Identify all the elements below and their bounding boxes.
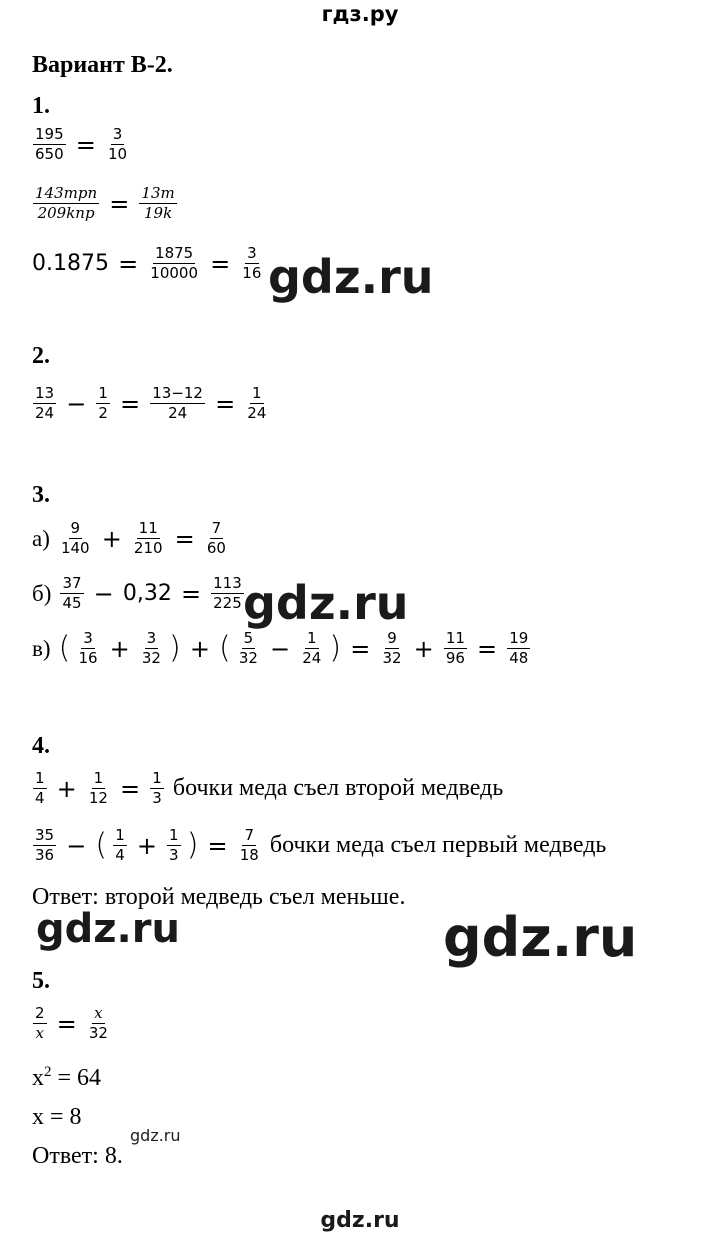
task-3-number: 3. <box>32 482 50 508</box>
fraction: $\frac{13m}{19k}$ <box>141 184 175 222</box>
fraction: $\frac{19}{48}$ <box>509 629 529 667</box>
fraction: $\frac{9}{140}$ <box>60 519 90 557</box>
fraction: $\frac{\text{143mpn}}{\text{209knp}}$ <box>35 184 98 222</box>
fraction: $\frac{11}{96}$ <box>445 629 465 667</box>
fraction: $\frac{3}{10}$ <box>107 125 128 163</box>
fraction: $\frac{2}{x}$ <box>35 1004 45 1042</box>
watermark: gdz.ru <box>243 576 409 630</box>
variant-title: Вариант В-2. <box>32 52 173 78</box>
task-4-line-1: $\frac{1}{4}$ + $\frac{1}{12}$ = $\frac{1}{3}$ бочки меда съел второй медведь <box>35 769 504 807</box>
fraction: $\frac{13-12}{24}$ <box>152 384 203 422</box>
fraction: $\frac{1}{4}$ <box>115 826 125 864</box>
fraction: $\frac{3}{16}$ <box>242 244 262 282</box>
task-1-line-1: $\frac{195}{650}$ = $\frac{3}{10}$ <box>35 125 128 163</box>
fraction: $\frac{1}{2}$ <box>98 384 108 422</box>
fraction: $\frac{195}{650}$ <box>35 125 64 163</box>
watermark: gdz.ru <box>268 250 434 304</box>
watermark: gdz.ru <box>443 906 638 969</box>
site-header: гдз.ру <box>321 2 399 26</box>
fraction: $\frac{7}{18}$ <box>239 826 259 864</box>
task-4-answer: Ответ: второй медведь съел меньше. <box>32 884 406 910</box>
task-2-number: 2. <box>32 343 50 369</box>
task-1-line-2: $\frac{\text{143mpn}}{\text{209knp}}$ = $\frac{13m}{19k}$ <box>35 184 175 222</box>
fraction: $\frac{1}{4}$ <box>35 769 45 807</box>
task-5-number: 5. <box>32 968 50 994</box>
fraction: $\frac{9}{32}$ <box>382 629 402 667</box>
footer-watermark: gdz.ru <box>320 1208 400 1233</box>
task-5-answer: Ответ: 8. <box>32 1143 123 1169</box>
fraction: $\frac{1}{12}$ <box>88 769 108 807</box>
fraction: $\frac{11}{210}$ <box>133 519 163 557</box>
task-3a: а) $\frac{9}{140}$ + $\frac{11}{210}$ = $\frac{7}{60}$ <box>32 519 226 557</box>
task-4-number: 4. <box>32 733 50 759</box>
fraction: $\frac{3}{16}$ <box>78 629 98 667</box>
fraction: $\frac{35}{36}$ <box>35 826 55 864</box>
fraction: $\frac{5}{32}$ <box>238 629 258 667</box>
task-2-line-1: $\frac{13}{24}$ − $\frac{1}{2}$ = $\frac{13-12}{24}$ = $\frac{1}{24}$ <box>35 384 267 422</box>
fraction: $\frac{1}{24}$ <box>302 629 322 667</box>
task-4-line-2: $\frac{35}{36}$ − ( $\frac{1}{4}$ + $\frac{1}{3}$ ) = $\frac{7}{18}$ бочки меда съел первый медведь <box>35 826 607 864</box>
task-3b: б) $\frac{37}{45}$ − 0,32 = $\frac{113}{225}$ <box>32 574 242 612</box>
watermark: gdz.ru <box>36 906 180 952</box>
fraction: $\frac{1}{24}$ <box>247 384 267 422</box>
fraction: $\frac{1}{3}$ <box>152 769 162 807</box>
fraction: $\frac{13}{24}$ <box>35 384 55 422</box>
task-5-line-1: $\frac{2}{x}$ = $\frac{x}{32}$ <box>35 1004 108 1042</box>
fraction: $\frac{1}{3}$ <box>169 826 179 864</box>
fraction: $\frac{3}{32}$ <box>141 629 161 667</box>
task-5-line-2: $x^2 = 64$ <box>32 1064 102 1091</box>
fraction: $\frac{1875}{10000}$ <box>150 244 198 282</box>
fraction: $\frac{x}{32}$ <box>88 1004 108 1042</box>
fraction: $\frac{7}{60}$ <box>206 519 226 557</box>
task-5-line-3: x = 8 <box>32 1104 82 1130</box>
task-1-number: 1. <box>32 93 50 119</box>
fraction: $\frac{113}{225}$ <box>213 574 242 612</box>
task-3v: в) ( $\frac{3}{16}$ + $\frac{3}{32}$ ) + ( $\frac{5}{32}$ − $\frac{1}{24}$ ) = $\frac{9}{32}$ + $\frac{11}{96}$ = $\frac{19}{48}$ <box>32 629 529 667</box>
task-1-line-3: 0.1875 = $\frac{1875}{10000}$ = $\frac{3}{16}$ <box>32 244 262 282</box>
fraction: $\frac{37}{45}$ <box>62 574 82 612</box>
watermark: gdz.ru <box>130 1126 181 1145</box>
